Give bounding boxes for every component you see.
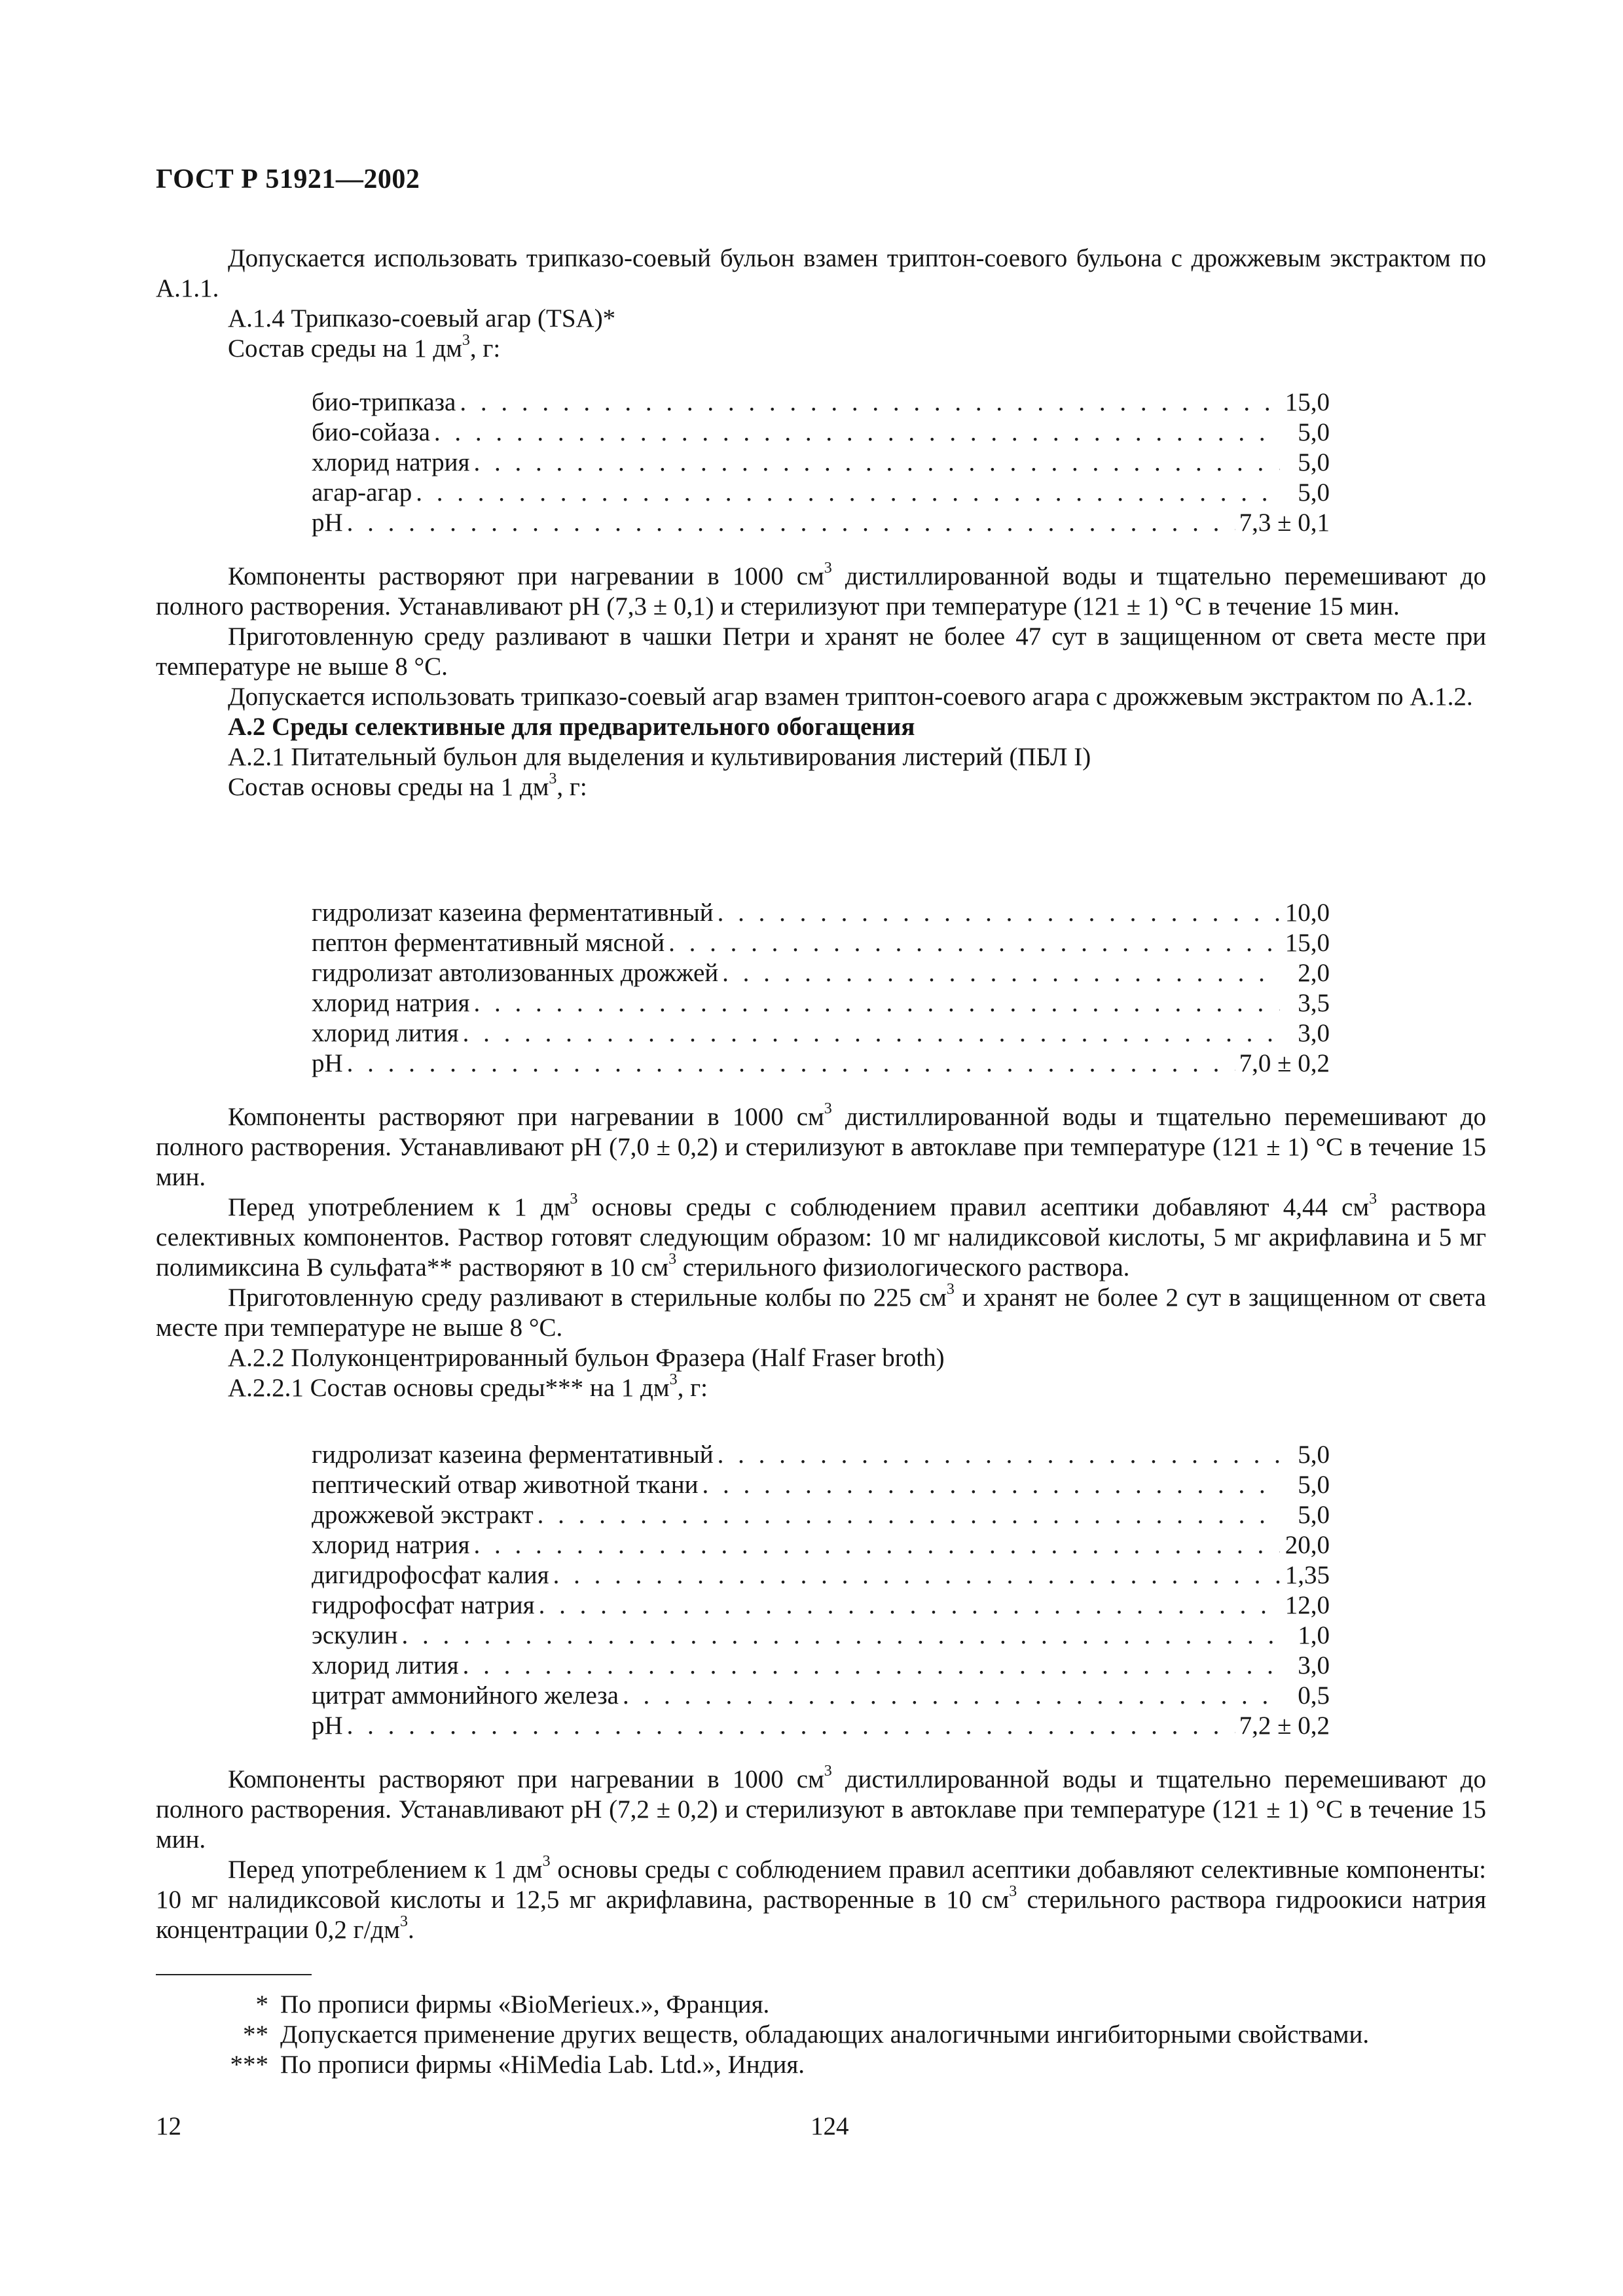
list-item: хлорид лития . . . 3,0	[312, 1018, 1330, 1049]
list-item: хлорид натрия . . . 20,0	[312, 1530, 1330, 1560]
list-item: гидролизат казеина ферментативный . . . 5,0	[312, 1440, 1330, 1470]
list-item: хлорид натрия . . . 3,5	[312, 988, 1330, 1018]
composition-caption: Состав среды на 1 $дм^3$, г:	[228, 332, 501, 363]
paragraph: Перед употреблением к 1 $дм^3$ основы среды с соблюдением правил асептики добавляют 4,44 $см^3$ раствора селективных компонентов. Раствор готовят следующим образом: 10 мг налидиксовой кислоты, 5 мг акрифлавина и 5 мг полимиксина В сульфата** растворяют в 10 $см^3$ стерильного физиологического раствора.	[156, 1191, 1486, 1282]
composition-list-pbl	[312, 898, 1330, 1079]
composition-list-fraser	[312, 1440, 1330, 1741]
list-item: рН . . . 7,3 ± 0,1	[312, 508, 1330, 538]
list-item: гидрофосфат натрия . . . 12,0	[312, 1590, 1330, 1621]
composition-list-tsa	[312, 387, 1330, 538]
composition-caption: Состав основы среды на 1 $дм^3$, г:	[228, 770, 587, 801]
fraser-preparation-section	[156, 1765, 1486, 1945]
list-item: дигидрофосфат калия . . . 1,35	[312, 1560, 1330, 1590]
paragraph: Допускается использовать трипказо-соевый агар взамен триптон-соевого агара с дрожжевым экстрактом по А.1.2.	[228, 683, 1473, 711]
list-item: дрожжевой экстракт . . . 5,0	[312, 1500, 1330, 1530]
document-page	[156, 0, 1486, 2296]
list-item: хлорид лития . . . 3,0	[312, 1651, 1330, 1681]
list-item: гидролизат казеина ферментативный . . . 10,0	[312, 898, 1330, 928]
list-item: агар-агар . . . 5,0	[312, 478, 1330, 508]
paragraph: Компоненты растворяют при нагревании в 1000 $см^3$ дистиллированной воды и тщательно перемешивают до полного растворения. Устанавливают рН (7,2 ± 0,2) и стерилизуют в автоклаве при температуре (121 ± 1) °С в течение 15 мин.	[156, 1763, 1486, 1854]
section-heading-a22: А.2.2 Полуконцентрированный бульон Фразера (Half Fraser broth)	[228, 1344, 945, 1372]
list-item: гидролизат автолизованных дрожжей . . . 2,0	[312, 958, 1330, 988]
paragraph: Перед употреблением к 1 $дм^3$ основы среды с соблюдением правил асептики добавляют селективные компоненты: 10 мг налидиксовой кислоты и 12,5 мг акрифлавина, растворенные в 10 $см^3$ стерильного раствора гидроокиси натрия концентрации 0,2 $г/дм^3$.	[156, 1853, 1487, 1944]
list-item: цитрат аммонийного железа . . . 0,5	[312, 1681, 1330, 1711]
footnote-separator	[156, 1974, 312, 1975]
page-number: 12	[156, 2112, 181, 2140]
list-item: рН . . . 7,0 ± 0,2	[312, 1049, 1330, 1079]
footnote: *** По прописи фирмы «HiMedia Lab. Ltd.», Индия.	[230, 2051, 805, 2079]
composition-caption: А.2.2.1 Состав основы среды*** на 1 $дм^3$, г:	[228, 1371, 708, 1402]
paragraph: Компоненты растворяют при нагревании в 1000 $см^3$ дистиллированной воды и тщательно перемешивают до полного растворения. Устанавливают рН (7,3 ± 0,1) и стерилизуют при температуре (121 ± 1) °С в течение 15 мин.	[156, 560, 1486, 620]
section-heading-a14: А.1.4 Трипказо-соевый агар (TSA)*	[228, 304, 616, 332]
footnote: ** Допускается применение других веществ, обладающих аналогичными ингибиторными свойствами.	[243, 2020, 1370, 2049]
pbl-preparation-section	[156, 1102, 1486, 1403]
footnote: * По прописи фирмы «BioMerieux.», Франция.	[255, 1990, 770, 2018]
intro-section	[156, 243, 1486, 364]
paragraph: Приготовленную среду разливают в стерильные колбы по 225 $см^3$ и хранят не более 2 сут в защищенном от света месте при температуре не выше 8 °С.	[156, 1281, 1486, 1342]
tsa-preparation-section	[156, 562, 1486, 802]
list-item: хлорид натрия . . . 5,0	[312, 448, 1330, 478]
list-item: пептический отвар животной ткани . . . 5,0	[312, 1470, 1330, 1500]
document-header-title: ГОСТ Р 51921—2002	[156, 164, 420, 194]
footnotes	[156, 1990, 1486, 2080]
sheet-number: 124	[811, 2112, 849, 2140]
list-item: эскулин . . . 1,0	[312, 1621, 1330, 1651]
list-item: био-трипказа . . . 15,0	[312, 387, 1330, 418]
section-heading-a21: А.2.1 Питательный бульон для выделения и культивирования листерий (ПБЛ I)	[228, 743, 1091, 771]
paragraph: Компоненты растворяют при нагревании в 1000 $см^3$ дистиллированной воды и тщательно перемешивают до полного растворения. Устанавливают рН (7,0 ± 0,2) и стерилизуют в автоклаве при температуре (121 ± 1) °С в течение 15 мин.	[156, 1100, 1486, 1191]
list-item: пептон ферментативный мясной . . . 15,0	[312, 928, 1330, 958]
section-heading-a2: А.2 Среды селективные для предварительного обогащения	[228, 713, 915, 741]
list-item: био-сойаза . . . 5,0	[312, 418, 1330, 448]
paragraph: Приготовленную среду разливают в чашки Петри и хранят не более 47 сут в защищенном от света месте при температуре не выше 8 °С.	[156, 622, 1486, 681]
paragraph: Допускается использовать трипказо-соевый бульон взамен триптон-соевого бульона с дрожжевым экстрактом по А.1.1.	[156, 244, 1486, 302]
list-item: рН . . . 7,2 ± 0,2	[312, 1711, 1330, 1741]
